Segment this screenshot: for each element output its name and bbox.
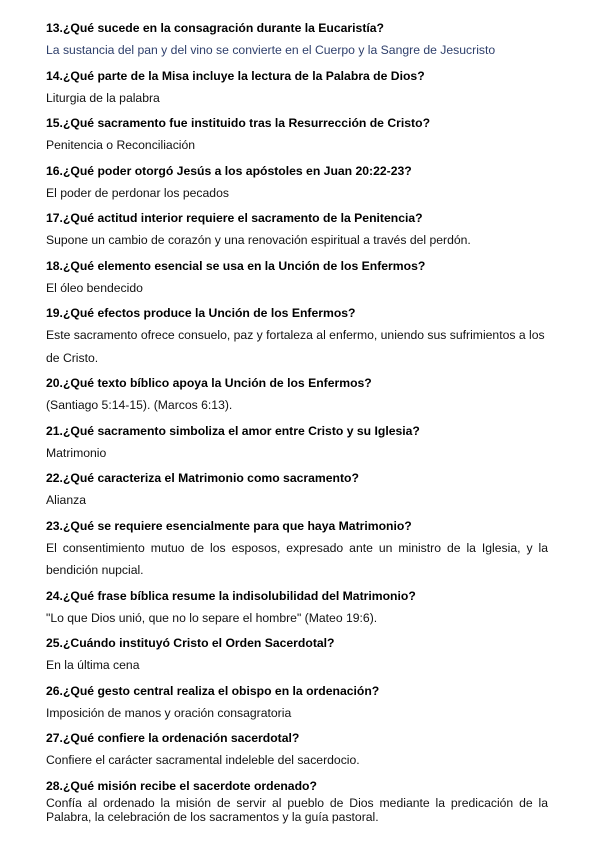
answer-26: Imposición de manos y oración consagratoria <box>46 705 292 720</box>
qa-item <box>46 109 548 157</box>
question-26: 26.¿Qué gesto central realiza el obispo en la ordenación? <box>46 683 380 698</box>
question-23: 23.¿Qué se requiere esencialmente para que haya Matrimonio? <box>46 518 412 533</box>
question-18: 18.¿Qué elemento esencial se usa en la Unción de los Enfermos? <box>46 258 426 273</box>
answer-22: Alianza <box>46 493 86 507</box>
answer-13: La sustancia del pan y del vino se convierte en el Cuerpo y la Sangre de Jesucristo <box>46 43 496 57</box>
qa-item <box>46 252 548 300</box>
answer-19: Este sacramento ofrece consuelo, paz y fortaleza al enfermo, uniendo sus sufrimientos a los de Cristo. <box>46 328 545 365</box>
document-page <box>46 14 548 824</box>
answer-20: (Santiago 5:14-15). (Marcos 6:13). <box>46 398 233 412</box>
question-28: 28.¿Qué misión recibe el sacerdote ordenado? <box>46 778 317 793</box>
qa-item <box>46 582 548 630</box>
question-17: 17.¿Qué actitud interior requiere el sacramento de la Penitencia? <box>46 211 423 225</box>
answer-28: Confía al ordenado la misión de servir al pueblo de Dios mediante la predicación de la Palabra, la celebración de los sacramentos y la guía pastoral. <box>46 795 548 824</box>
question-16: 16.¿Qué poder otorgó Jesús a los apóstoles en Juan 20:22-23? <box>46 163 412 178</box>
qa-item <box>46 14 548 62</box>
qa-item <box>46 299 548 369</box>
qa-item <box>46 512 548 582</box>
question-15: 15.¿Qué sacramento fue instituido tras la Resurrección de Cristo? <box>46 116 431 130</box>
qa-item <box>46 369 548 417</box>
question-13: 13.¿Qué sucede en la consagración durante la Eucaristía? <box>46 21 384 35</box>
answer-17: Supone un cambio de corazón y una renovación espiritual a través del perdón. <box>46 233 471 247</box>
qa-item <box>46 629 548 677</box>
qa-item <box>46 157 548 205</box>
answer-16: El poder de perdonar los pecados <box>46 185 229 200</box>
qa-item <box>46 677 548 725</box>
qa-item <box>46 417 548 465</box>
question-19: 19.¿Qué efectos produce la Unción de los Enfermos? <box>46 306 356 320</box>
answer-21: Matrimonio <box>46 445 107 460</box>
qa-item <box>46 204 548 252</box>
qa-item <box>46 772 548 824</box>
answer-24: "Lo que Dios unió, que no lo separe el hombre" (Mateo 19:6). <box>46 610 378 625</box>
question-24: 24.¿Qué frase bíblica resume la indisolubilidad del Matrimonio? <box>46 588 416 603</box>
qa-item <box>46 724 548 772</box>
question-20: 20.¿Qué texto bíblico apoya la Unción de los Enfermos? <box>46 376 372 390</box>
answer-27: Confiere el carácter sacramental indeleble del sacerdocio. <box>46 753 360 767</box>
answer-15: Penitencia o Reconciliación <box>46 138 196 152</box>
question-22: 22.¿Qué caracteriza el Matrimonio como sacramento? <box>46 471 359 485</box>
answer-14: Liturgia de la palabra <box>46 90 160 105</box>
question-14: 14.¿Qué parte de la Misa incluye la lectura de la Palabra de Dios? <box>46 68 425 83</box>
answer-25: En la última cena <box>46 658 140 672</box>
qa-item <box>46 464 548 512</box>
qa-item <box>46 62 548 110</box>
question-25: 25.¿Cuándo instituyó Cristo el Orden Sacerdotal? <box>46 636 335 650</box>
answer-23: El consentimiento mutuo de los esposos, expresado ante un ministro de la Iglesia, y la bendición nupcial. <box>46 540 548 577</box>
question-27: 27.¿Qué confiere la ordenación sacerdotal? <box>46 731 300 745</box>
answer-18: El óleo bendecido <box>46 280 143 295</box>
question-21: 21.¿Qué sacramento simboliza el amor entre Cristo y su Iglesia? <box>46 423 420 438</box>
